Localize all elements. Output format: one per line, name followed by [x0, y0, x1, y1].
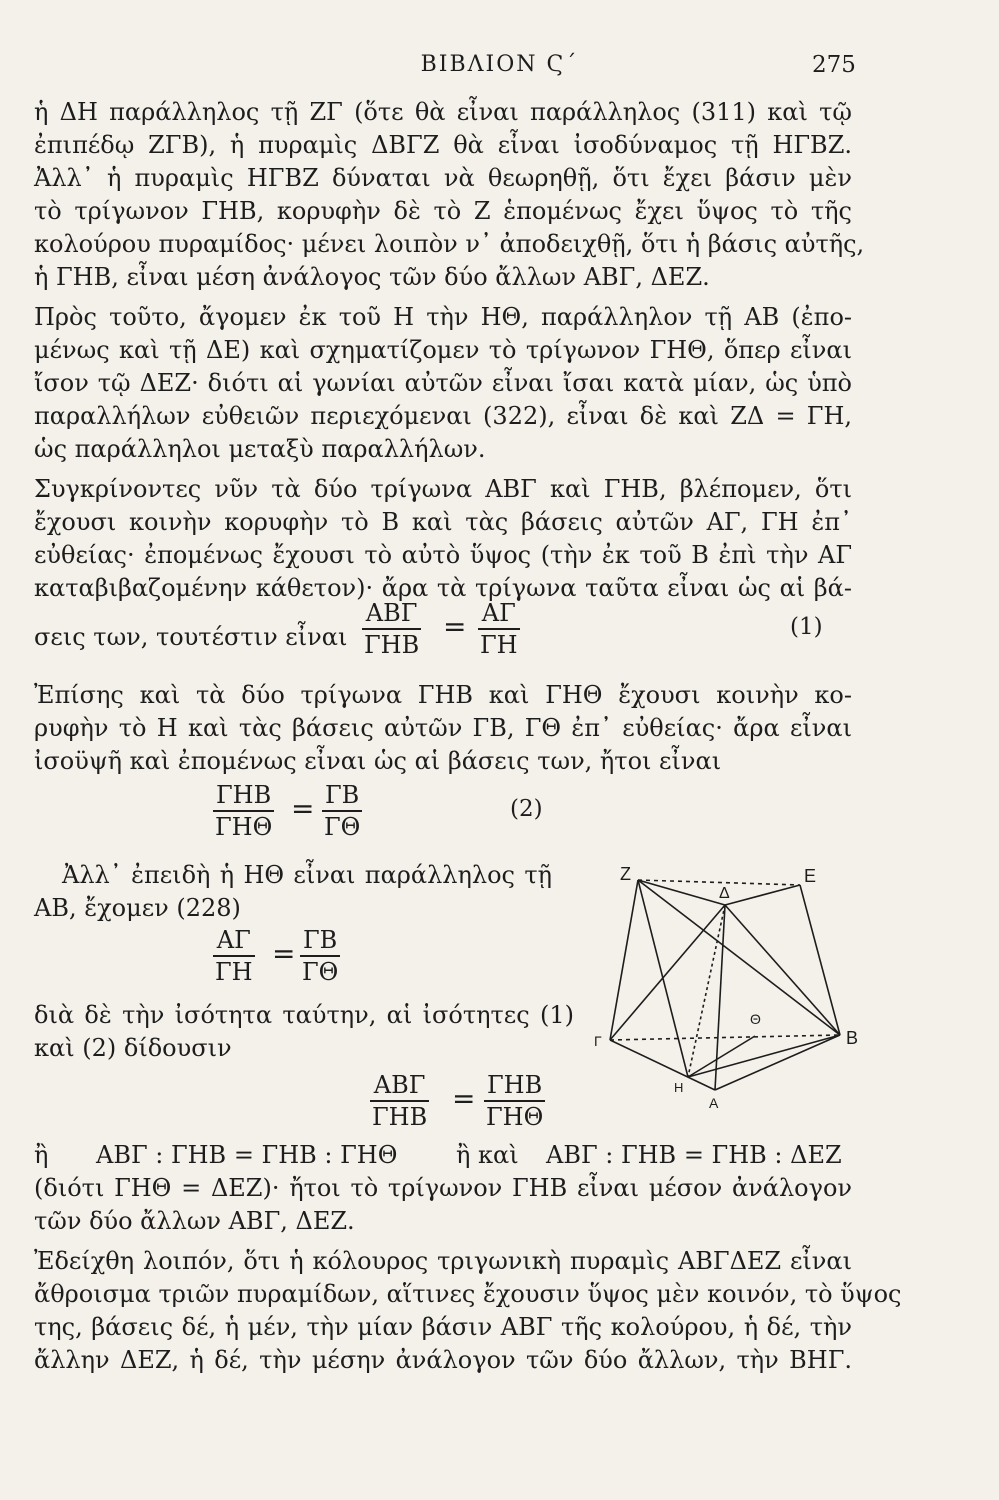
equation-number: (1) [790, 614, 823, 640]
text-line: Πρὸς τοῦτο, ἄγομεν ἐκ τοῦ Η τὴν ΗΘ, παράλληλον τῇ ΑΒ (ἐπο- [34, 303, 852, 331]
edge-DE [725, 885, 800, 905]
text-line: ἄθροισμα τριῶν πυραμίδων, αἵτινες ἔχουσιν ὕψος μὲν κοινόν, τὸ ὕψος [34, 1280, 902, 1308]
numerator: ΓΒ [325, 781, 360, 809]
label-E: E [804, 866, 817, 886]
text-line: Συγκρίνοντες νῦν τὰ δύο τρίγωνα ΑΒΓ καὶ ΓΗΒ, βλέπομεν, ὅτι [34, 475, 852, 503]
numerator: ΑΒΓ [373, 1071, 426, 1099]
denominator: ΓΗΘ [484, 1100, 545, 1132]
text-line: ΑΒ, ἔχομεν (228) [34, 894, 241, 922]
fraction [213, 780, 274, 842]
line-ZH [638, 880, 688, 1077]
equals-sign: = [272, 937, 296, 970]
text-line: Ἐπίσης καὶ τὰ δύο τρίγωνα ΓΗΒ καὶ ΓΗΘ ἔχουσι κοινὴν κο- [34, 681, 852, 709]
line-HTh [688, 1036, 755, 1077]
frustum-pyramid-figure [570, 860, 870, 1140]
text-line: σεις των, τουτέστιν εἶναι [34, 623, 348, 651]
fraction [213, 925, 255, 987]
text-line: Ἀλλ᾽ ἡ πυραμὶς ΗΓΒΖ δύναται νὰ θεωρηθῇ, ὅτι ἔχει βάσιν μὲν [34, 164, 852, 192]
text-line: ΑΒΓ : ΓΗΒ = ΓΗΒ : ΔΕΖ [546, 1141, 842, 1169]
text-line: εὐθείας· ἐπομένως ἔχουσι τὸ αὐτὸ ὕψος (τὴν ἐκ τοῦ Β ἐπὶ τὴν ΑΓ [34, 541, 852, 569]
equals-sign: = [291, 792, 315, 825]
denominator: ΓΗΘ [213, 810, 274, 842]
text-line: ρυφὴν τὸ Η καὶ τὰς βάσεις αὐτῶν ΓΒ, ΓΘ ἐπ᾽ εὐθείας· ἄρα εἶναι [34, 714, 852, 742]
text-line: ἴσον τῷ ΔΕΖ· διότι αἱ γωνίαι αὐτῶν εἶναι ἴσαι κατὰ μίαν, ὡς ὑπὸ [34, 369, 852, 397]
numerator: ΓΗΒ [487, 1071, 543, 1099]
fraction [484, 1070, 545, 1132]
edge-DA [715, 905, 725, 1090]
diag-DG [610, 905, 725, 1040]
edge-AB [715, 1035, 840, 1090]
label-Z: Z [620, 864, 631, 884]
denominator: ΓΗ [213, 955, 255, 987]
fraction [362, 598, 421, 660]
text-line: μένως καὶ τῇ ΔΕ) καὶ σχηματίζομεν τὸ τρίγωνον ΓΗΘ, ὅπερ εἶναι [34, 336, 852, 364]
denominator: ΓΗΒ [370, 1100, 429, 1132]
denominator: ΓΗ [478, 628, 520, 660]
label-H: Η [674, 1080, 684, 1095]
label-B: B [846, 1028, 859, 1048]
denominator: ΓΘ [300, 955, 340, 987]
text-line: τῶν δύο ἄλλων ΑΒΓ, ΔΕΖ. [34, 1207, 355, 1235]
text-line: Ἐδείχθη λοιπόν, ὅτι ἡ κόλουρος τριγωνικὴ πυραμὶς ΑΒΓΔΕΖ εἶναι [34, 1247, 852, 1275]
text-line: (διότι ΓΗΘ = ΔΕΖ)· ἤτοι τὸ τρίγωνον ΓΗΒ εἶναι μέσον ἀνάλογον [34, 1174, 852, 1202]
page-number: 275 [812, 52, 856, 78]
text-line: καὶ (2) δίδουσιν [34, 1034, 232, 1062]
edge-ZG [610, 880, 638, 1040]
numerator: ΓΗΒ [216, 781, 272, 809]
numerator: ΑΒΓ [365, 599, 418, 627]
text-line: ἄλλην ΔΕΖ, ἡ δέ, τὴν μέσην ἀνάλογον τῶν δύο ἄλλων, τὴν ΒΗΓ. [34, 1346, 852, 1374]
numerator: ΑΓ [481, 599, 516, 627]
text-line: ΑΒΓ : ΓΗΒ = ΓΗΒ : ΓΗΘ [96, 1141, 398, 1169]
numerator: ΓΒ [303, 926, 338, 954]
denominator: ΓΗΒ [362, 628, 421, 660]
text-line: τὸ τρίγωνον ΓΗΒ, κορυφὴν δὲ τὸ Ζ ἑπομένως ἔχει ὕψος τὸ τῆς [34, 197, 852, 225]
diag-ZB [638, 880, 840, 1035]
denominator: ΓΘ [322, 810, 362, 842]
text-line: διὰ δὲ τὴν ἰσότητα ταύτην, αἱ ἰσότητες (1) [34, 1001, 574, 1029]
numerator: ΑΓ [216, 926, 251, 954]
text-line: καταβιβαζομένην κάθετον)· ἄρα τὰ τρίγωνα ταῦτα εἶναι ὡς αἱ βά- [34, 574, 852, 602]
text-line: ἐπιπέδῳ ΖΓΒ), ἡ πυραμὶς ΔΒΓΖ θὰ εἶναι ἰσοδύναμος τῇ ΗΓΒΖ. [34, 131, 852, 159]
text-line: ἢ καὶ [456, 1141, 519, 1169]
text-line: Ἀλλ᾽ ἐπειδὴ ἡ ΗΘ εἶναι παράλληλος τῇ [62, 861, 552, 889]
fraction [478, 598, 520, 660]
fraction [300, 925, 340, 987]
text-line: ὡς παράλληλοι μεταξὺ παραλλήλων. [34, 435, 486, 463]
edge-GA [610, 1040, 715, 1090]
equals-sign: = [452, 1082, 476, 1115]
text-line: κολούρου πυραμίδος· μένει λοιπὸν ν᾽ ἀποδειχθῇ, ὅτι ἡ βάσις αὐτῆς, [34, 230, 865, 258]
equation-number: (2) [510, 796, 543, 822]
label-Theta: Θ [750, 1011, 761, 1027]
text-line: παραλλήλων εὐθειῶν περιεχόμεναι (322), εἶναι δὲ καὶ ΖΔ = ΓΗ, [34, 402, 852, 430]
text-line: ἢ [34, 1141, 49, 1169]
text-line: ἡ ΓΗΒ, εἶναι μέση ἀνάλογος τῶν δύο ἄλλων ΑΒΓ, ΔΕΖ. [34, 263, 710, 291]
line-HB [688, 1035, 840, 1077]
fraction [370, 1070, 429, 1132]
line-DH [688, 905, 725, 1077]
fraction [322, 780, 362, 842]
text-line: ἔχουσι κοινὴν κορυφὴν τὸ Β καὶ τὰς βάσεις αὐτῶν ΑΓ, ΓΗ ἐπ᾽ [34, 508, 852, 536]
edge-ZD [638, 880, 725, 905]
frustum-diagram [570, 860, 870, 1140]
label-A: Α [709, 1095, 719, 1111]
label-G: Γ [594, 1033, 602, 1049]
label-D: Δ [719, 885, 730, 902]
running-head: ΒΙΒΛΙΟΝ Ϛ΄ [420, 52, 579, 77]
text-line: ἡ ΔΗ παράλληλος τῇ ΖΓ (ὅτε θὰ εἶναι παράλληλος (311) καὶ τῷ [34, 98, 852, 126]
edge-GB [610, 1035, 840, 1040]
equals-sign: = [443, 610, 467, 643]
text-line: ἰσοϋψῆ καὶ ἐπομένως εἶναι ὡς αἱ βάσεις των, ἤτοι εἶναι [34, 747, 722, 775]
text-line: της, βάσεις δέ, ἡ μέν, τὴν μίαν βάσιν ΑΒΓ τῆς κολούρου, ἡ δέ, τὴν [34, 1313, 852, 1341]
